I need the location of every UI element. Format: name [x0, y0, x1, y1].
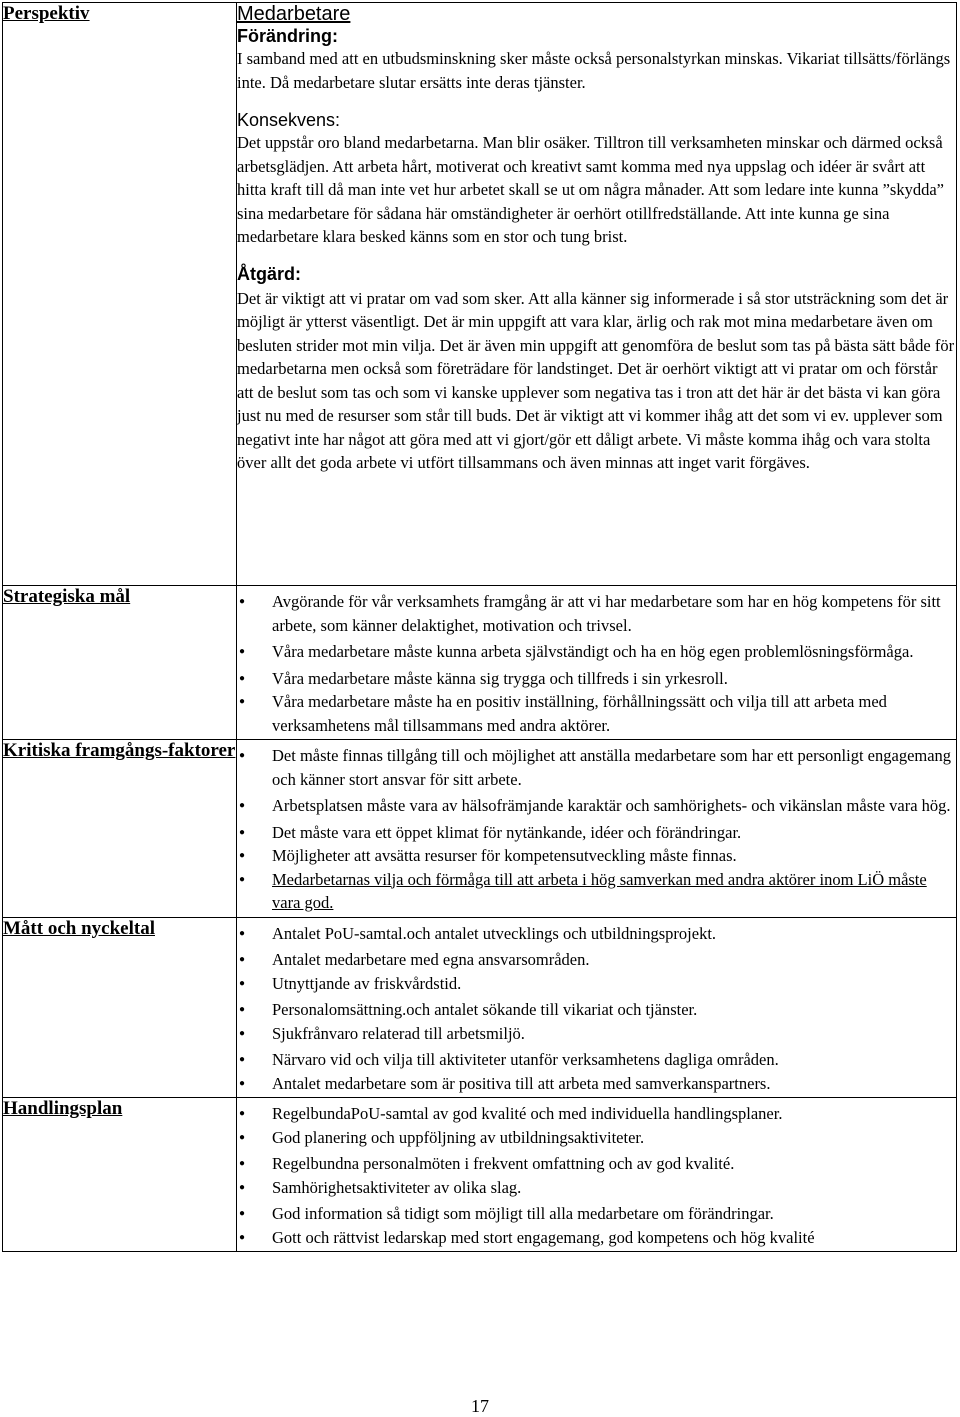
bullet-list: [237, 918, 956, 1098]
right-cell: [237, 1098, 957, 1252]
table-row-perspektiv: [3, 3, 957, 586]
list-item: ● Våra medarbetare måste känna sig trygga och tillfreds i sin yrkesroll.: [237, 667, 956, 691]
list-item: ● Antalet medarbetare med egna ansvarsområden.: [237, 948, 956, 972]
row-title-handlingsplan: Handlingsplan: [3, 1098, 123, 1119]
list-item: ● Avgörande för vår verksamhets framgång är att vi har medarbetare som har en hög kompetens för sitt arbete, som känner delaktighet, motivation och trivsel.: [237, 590, 956, 637]
right-cell: [237, 917, 957, 1098]
row-title-perspektiv: Perspektiv: [3, 3, 90, 24]
list-item: ● Det måste finnas tillgång till och möjlighet att anställa medarbetare som har ett personligt engagemang och känner stort ansvar för sitt arbete.: [237, 744, 956, 791]
text-forandring: I samband med att en utbudsminskning sker måste också personalstyrkan minskas. Vikariat tillsätts/förlängs inte. Då medarbetare slutar ersätts inte deras tjänster.: [237, 49, 951, 92]
row-title-matt-och-nyckeltal: Mått och nyckeltal: [3, 917, 155, 939]
list-item: ● Möjligheter att avsätta resurser för kompetensutveckling måste finnas.: [237, 844, 956, 868]
bullet-list: [237, 740, 956, 917]
list-item: ● Personalomsättning.och antalet sökande till vikariat och tjänster.: [237, 998, 956, 1022]
list-item: ● Det måste vara ett öppet klimat för nytänkande, idéer och förändringar.: [237, 821, 956, 845]
list-item: ● Våra medarbetare måste kunna arbeta självständigt och ha en hög egen problemlösningsförmåga.: [237, 640, 956, 664]
list-item: ● Medarbetarnas vilja och förmåga till att arbeta i hög samverkan med andra aktörer inom LiÖ måste vara god.: [237, 868, 956, 915]
page-number: 17: [471, 1396, 489, 1416]
list-item: ● Arbetsplatsen måste vara av hälsofrämjande karaktär och samhörighets- och vikänslan måste vara hög.: [237, 794, 956, 818]
list-item: ● Antalet PoU-samtal.och antalet utvecklings och utbildningsprojekt.: [237, 922, 956, 946]
row-title-strategiska-mal: Strategiska mål: [3, 586, 131, 607]
left-cell: [3, 1098, 237, 1252]
label-konsekvens: Konsekvens:: [237, 110, 341, 130]
right-cell: [237, 740, 957, 918]
left-cell: [3, 3, 237, 586]
label-forandring: Förändring:: [237, 26, 338, 46]
table-row-matt-och-nyckeltal: [3, 917, 957, 1098]
section-title-medarbetare: Medarbetare: [237, 3, 351, 25]
left-cell: [3, 740, 237, 918]
list-item: ● Våra medarbetare måste ha en positiv inställning, förhållningssätt och vilja till att arbeta med verksamhetens mål tillsammans med andra aktörer.: [237, 690, 956, 737]
left-cell: [3, 917, 237, 1098]
row-title-kritiska-framgangsfaktorer: Kritiska framgångs-faktorer: [3, 740, 236, 761]
list-item: ● Antalet medarbetare som är positiva till att arbeta med samverkanspartners.: [237, 1072, 956, 1096]
right-cell: [237, 3, 957, 586]
text-konsekvens: Det uppstår oro bland medarbetarna. Man blir osäker. Tilltron till verksamheten minskar och därmed också arbetsglädjen. Att arbeta hårt, motiverat och kreativt samt komma med nya uppslag och idéer är svårt att hitta kraft till då man inte vet hur arbetet skall se ut om några månader. Att som ledare inte kunna ”skydda” sina medarbetare för sådana här omständigheter är oerhört otillfredställande. Att inte kunna ge sina medarbetare klara besked känns som en stor och tung brist.: [237, 133, 944, 246]
document-table: [2, 2, 957, 1252]
list-item: ● Närvaro vid och vilja till aktiviteter utanför verksamhetens dagliga områden.: [237, 1048, 956, 1072]
table-row-kritiska-framgangsfaktorer: [3, 740, 957, 918]
table-row-strategiska-mal: [3, 586, 957, 740]
list-item: ● God information så tidigt som möjligt till alla medarbetare om förändringar.: [237, 1202, 956, 1226]
right-cell: [237, 586, 957, 740]
list-item: ● God planering och uppföljning av utbildningsaktiviteter.: [237, 1126, 956, 1150]
list-item: ● Regelbundna personalmöten i frekvent omfattning och av god kvalité.: [237, 1152, 956, 1176]
list-item: ● RegelbundaPoU-samtal av god kvalité och med individuella handlingsplaner.: [237, 1102, 956, 1126]
list-item: ● Gott och rättvist ledarskap med stort engagemang, god kompetens och hög kvalité: [237, 1226, 956, 1250]
table-row-handlingsplan: [3, 1098, 957, 1252]
label-atgard: Åtgärd:: [237, 263, 301, 284]
bullet-list: [237, 1098, 956, 1251]
text-atgard: Det är viktigt att vi pratar om vad som sker. Att alla känner sig informerade i så stor utsträckning som det är möjligt är ytterst väsentligt. Det är min uppgift att vara klar, ärlig och rak mot mina medarbetare även om besluten strider mot min vilja. Det är även min uppgift att genomföra de beslut som tas på bästa sätt både för medarbetarna men också som företrädare för landstinget. Det är oerhört viktigt att vi pratar om och förstår att de beslut som tas och som vi kanske upplever som negativa tas i tron att det här är det bästa vi kan göra just nu med de resurser som står till buds. Det är viktigt att vi kommer ihåg att det som vi ev. upplever som negativt inte har något att göra med att vi gjort/gör ett dåligt arbete. Vi måste komma ihåg och vara stolta över allt det goda arbete vi utfört tillsammans och även minnas att inget varit förgäves.: [237, 288, 955, 472]
list-item: ● Sjukfrånvaro relaterad till arbetsmiljö.: [237, 1022, 956, 1046]
bullet-list: [237, 586, 956, 739]
left-cell: [3, 586, 237, 740]
list-item: ● Utnyttjande av friskvårdstid.: [237, 972, 956, 996]
list-item: ● Samhörighetsaktiviteter av olika slag.: [237, 1176, 956, 1200]
